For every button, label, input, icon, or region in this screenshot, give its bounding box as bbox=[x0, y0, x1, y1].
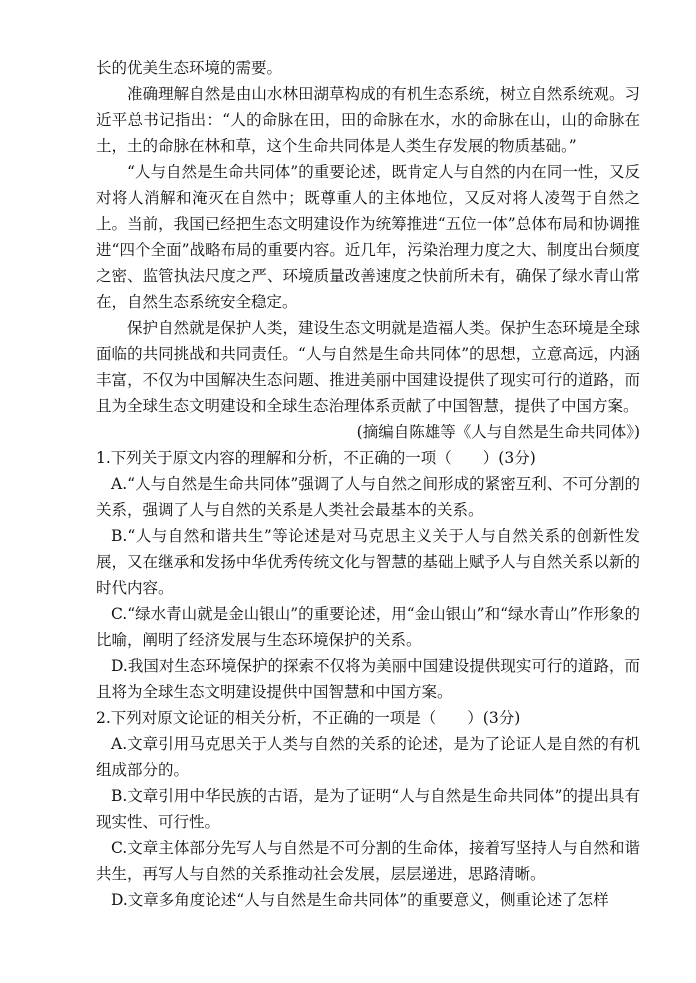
question-2-option-d: D.文章多角度论述“人与自然是生命共同体”的重要意义，侧重论述了怎样 bbox=[111, 891, 609, 909]
passage-paragraph-3: 保护自然就是保护人类，建设生态文明就是造福人类。保护生态环境是全球面临的共同挑战和共同责任。“人与自然是生命共同体”的思想，立意高远，内涵丰富，不仅为中国解决生态问题、推进美丽中国建设提供了现实可行的道路，而且为全球生态文明建设和全球生态治理体系贡献了中国智慧，提供了中国方案。 bbox=[96, 319, 640, 415]
passage-paragraph-2: “人与自然是生命共同体”的重要论述，既肯定人与自然的内在同一性，又反对将人消解和淹灭在自然中；既尊重人的主体地位，又反对将人凌驾于自然之上。当前，我国已经把生态文明建设作为统筹推进“五位一体”总体布局和协调推进“四个全面”战略布局的重要内容。近几年，污染治理力度之大、制度出台频度之密、监管执法尺度之严、环境质量改善速度之快前所未有，确保了绿水青山常在，自然生态系统安全稳定。 bbox=[96, 163, 640, 311]
question-2-stem: 2.下列对原文论证的相关分析，不正确的一项是（ ）(3分) bbox=[96, 709, 521, 727]
question-1-option-a: A.“人与自然是生命共同体”强调了人与自然之间形成的紧密互利、不可分割的关系，强调了人与自然的关系是人类社会最基本的关系。 bbox=[96, 475, 640, 519]
document-page bbox=[96, 55, 640, 913]
question-1-option-c: C.“绿水青山就是金山银山”的重要论述，用“金山银山”和“绿水青山”作形象的比喻，阐明了经济发展与生态环境保护的关系。 bbox=[96, 605, 640, 649]
passage-source: (摘编自陈雄等《人与自然是生命共同体》) bbox=[356, 423, 640, 441]
passage-paragraph-1: 准确理解自然是由山水林田湖草构成的有机生态系统，树立自然系统观。习近平总书记指出：“人的命脉在田，田的命脉在水，水的命脉在山，山的命脉在土，土的命脉在林和草，这个生命共同体是人类生存发展的物质基础。” bbox=[96, 85, 640, 155]
question-2-option-c: C.文章主体部分先写人与自然是不可分割的生命体，接着写坚持人与自然和谐共生，再写人与自然的关系推动社会发展，层层递进，思路清晰。 bbox=[96, 839, 640, 883]
question-2-option-a: A.文章引用马克思关于人类与自然的关系的论述，是为了论证人是自然的有机组成部分的。 bbox=[96, 735, 640, 779]
question-1-option-b: B.“人与自然和谐共生”等论述是对马克思主义关于人与自然关系的创新性发展，又在继承和发扬中华优秀传统文化与智慧的基础上赋予人与自然关系以新的时代内容。 bbox=[96, 527, 640, 597]
question-2-option-b: B.文章引用中华民族的古语，是为了证明“人与自然是生命共同体”的提出具有现实性、可行性。 bbox=[96, 787, 640, 831]
question-1-stem: 1.下列关于原文内容的理解和分析，不正确的一项（ ）(3分) bbox=[96, 449, 536, 467]
question-1-option-d: D.我国对生态环境保护的探索不仅将为美丽中国建设提供现实可行的道路，而且将为全球生态文明建设提供中国智慧和中国方案。 bbox=[96, 657, 640, 701]
passage-paragraph-0: 长的优美生态环境的需要。 bbox=[96, 59, 283, 77]
